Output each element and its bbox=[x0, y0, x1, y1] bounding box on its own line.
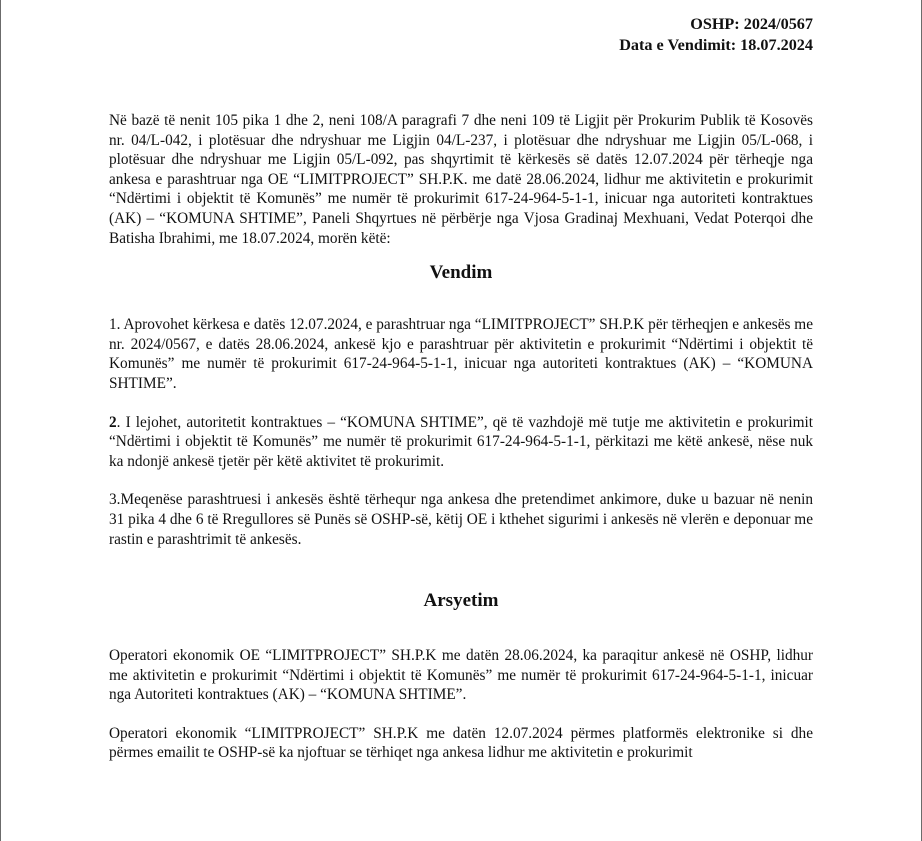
reasoning-heading: Arsyetim bbox=[423, 590, 499, 612]
decision-item-3 bbox=[109, 490, 813, 549]
decision-item-1 bbox=[109, 315, 813, 393]
decision-item-2 bbox=[109, 413, 813, 472]
reasoning-paragraph-1: Operatori ekonomik OE “LIMITPROJECT” SH.P.K me datën 28.06.2024, ka paraqitur ankesë në OSHP, lidhur me aktivitetin e prokurimit “Ndërtimi i objektit të Komunës” me numër të prokurimit 617-24-964-5-1-1, inicuar nga Autoriteti kontraktues (AK) – “KOMUNA SHTIME”. bbox=[109, 647, 813, 704]
intro-paragraph: Në bazë të nenit 105 pika 1 dhe 2, neni 108/A paragrafi 7 dhe neni 109 të Ligjit për Prokurim Publik të Kosovës nr. 04/L-042, i plotësuar dhe ndryshuar me Ligjin 04/L-237, i plotësuar dhe ndryshuar me Ligjin 05/L-068, i plotësuar dhe ndryshuar me Ligjin 05/L-092, pas shqyrtimit të kërkesës së datës 12.07.2024 për tërheqje nga ankesa e parashtruar nga OE “LIMITPROJECT” SH.P.K. me datë 28.06.2024, lidhur me aktivitetin e prokurimit “Ndërtimi i objektit të Komunës” me numër të prokurimit 617-24-964-5-1-1, inicuar nga autoriteti kontraktues (AK) – “KOMUNA SHTIME”, Paneli Shqyrtues në përbërje nga Vjosa Gradinaj Mexhuani, Vedat Poterqoi dhe Batisha Ibrahimi, me 18.07.2024, morën këtë: bbox=[109, 112, 813, 247]
decision-date: Data e Vendimit: 18.07.2024 bbox=[619, 36, 813, 54]
document-body bbox=[109, 14, 813, 763]
decision-item-text: . I lejohet, autoritetit kontraktues – “KOMUNA SHTIME”, që të vazhdojë më tutje me aktivitetin e prokurimit “Ndërtimi i objektit të Komunës” me numër të prokurimit 617-24-964-5-1-1, përkitazi me këtë ankesë, nëse nuk ka ndonjë ankesë tjetër për këtë aktivitet të prokurimit. bbox=[109, 413, 813, 470]
decision-item-text: Aprovohet kërkesa e datës 12.07.2024, e parashtruar nga “LIMITPROJECT” SH.P.K për tërheqjen e ankesës me nr. 2024/0567, e datës 28.06.2024, ankesë kjo e parashtruar për aktivitetin e prokurimit “Ndërtimi i objektit të Komunës” me numër të prokurimit 617-24-964-5-1-1, inicuar nga autoriteti kontraktues (AK) – “KOMUNA SHTIME”. bbox=[109, 316, 813, 392]
decision-item-text: Meqenëse parashtruesi i ankesës është tërhequr nga ankesa dhe pretendimet ankimore, duke u bazuar në nenin 31 pika 4 dhe 6 të Rregullores së Punës së OSHP-së, këtij OE i kthehet sigurimi i ankesës në vlerën e deponuar me rastin e parashtrimit të ankesës. bbox=[109, 491, 813, 548]
case-number: OSHP: 2024/0567 bbox=[690, 15, 813, 33]
decision-heading: Vendim bbox=[429, 262, 493, 284]
decision-item-number: 2 bbox=[109, 413, 117, 431]
decision-item-number: 1. bbox=[109, 316, 121, 334]
reasoning-paragraph-2: Operatori ekonomik “LIMITPROJECT” SH.P.K me datën 12.07.2024 përmes platformës elektronike si dhe përmes emailit te OSHP-së ka njoftuar se tërhiqet nga ankesa lidhur me aktivitetin e prokurimit bbox=[109, 724, 813, 762]
decision-item-number: 3. bbox=[109, 491, 121, 509]
